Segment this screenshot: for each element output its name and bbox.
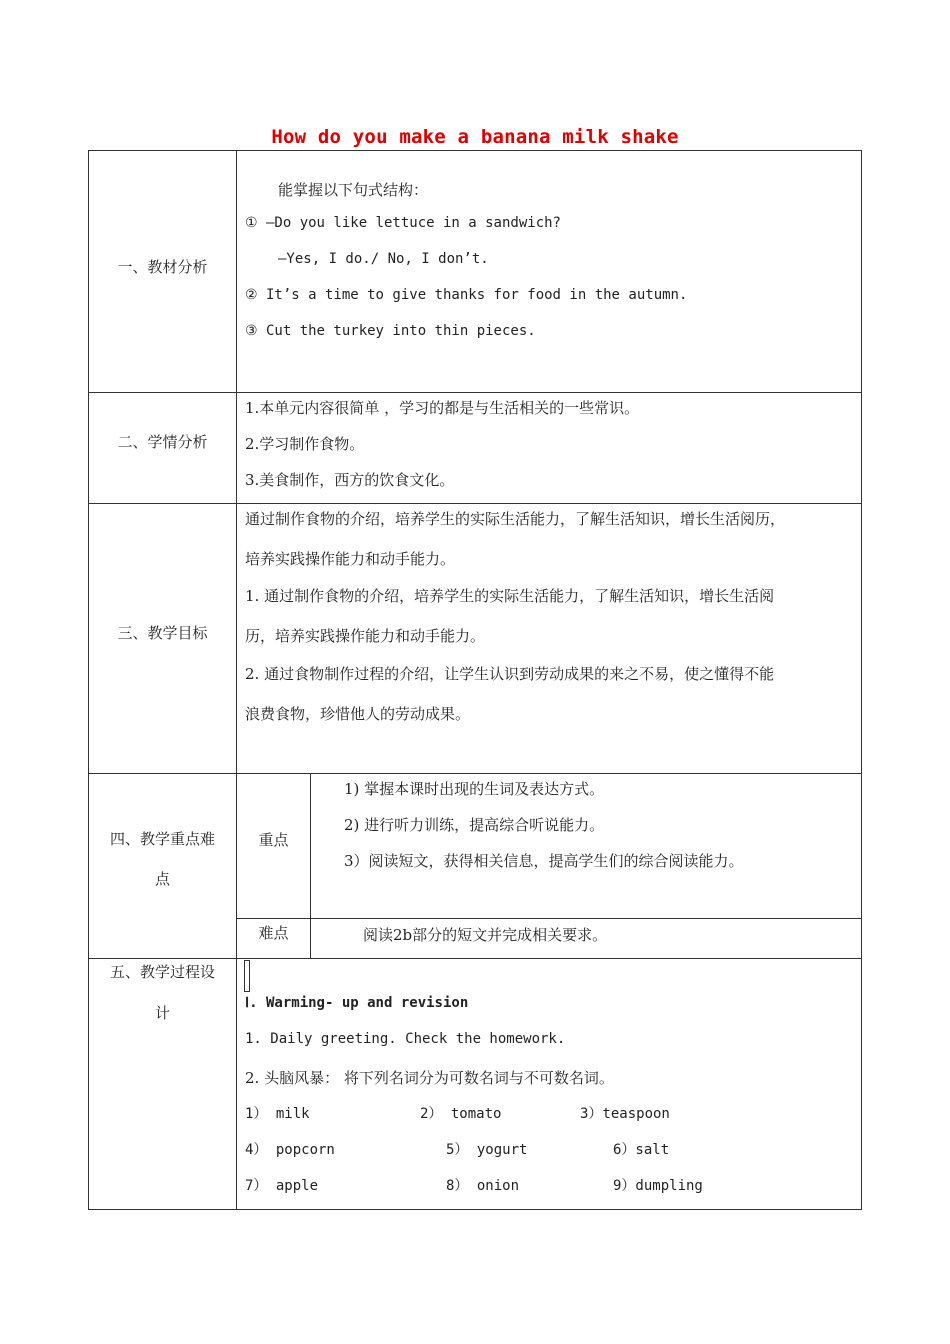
row-divider (88, 773, 862, 774)
section-text: 通过制作食物的介绍，培养学生的实际生活能力，了解生活知识，增长生活阅历， (245, 510, 786, 528)
table-border-top (88, 150, 862, 151)
noun-item: 1） milk (245, 1106, 310, 1122)
row-divider (88, 392, 862, 393)
noun-item: 5） yogurt (446, 1142, 528, 1158)
key-point-item: 2) 进行听力训练，提高综合听说能力。 (344, 816, 605, 834)
column-divider (236, 150, 237, 1210)
section-text: —Yes, I do./ No, I don’t. (278, 251, 489, 267)
sub-column-divider (310, 773, 311, 959)
key-point-item: 3）阅读短文，获得相关信息，提高学生们的综合阅读能力。 (344, 852, 744, 870)
key-point-item: 1) 掌握本课时出现的生词及表达方式。 (344, 780, 605, 798)
section-label-materials: 一、教材分析 (117, 258, 208, 276)
section-label-key-points-cont: 点 (154, 870, 170, 888)
section-label-objectives: 三、教学目标 (117, 624, 208, 642)
section-text: 浪费食物，珍惜他人的劳动成果。 (245, 705, 471, 723)
section-label-learners: 二、学情分析 (117, 433, 208, 451)
section-text: 培养实践操作能力和动手能力。 (245, 550, 456, 568)
section-text: ② It’s a time to give thanks for food in the autumn. (245, 287, 688, 303)
section-text: 3.美食制作，西方的饮食文化。 (245, 471, 455, 489)
noun-item: 4） popcorn (245, 1142, 335, 1158)
section-label-procedure-cont: 计 (154, 1004, 170, 1022)
row-divider (88, 503, 862, 504)
noun-item: 9）dumpling (613, 1178, 703, 1194)
text-cursor-marker (244, 960, 250, 992)
noun-item: 6）salt (613, 1142, 670, 1158)
procedure-heading: Ⅰ. Warming- up and revision (245, 995, 469, 1011)
section-text: 1.本单元内容很简单 ，学习的都是与生活相关的一些常识。 (245, 399, 640, 417)
key-points-label: 重点 (258, 831, 289, 849)
lesson-plan-table (88, 150, 862, 1210)
difficulty-text: 阅读2b部分的短文并完成相关要求。 (363, 926, 608, 944)
noun-item: 2） tomato (420, 1106, 502, 1122)
sub-row-divider (236, 918, 862, 919)
section-label-key-points: 四、教学重点难 (109, 830, 215, 848)
table-border-right (861, 150, 862, 1210)
noun-item: 3）teaspoon (580, 1106, 670, 1122)
table-border-bottom (88, 1209, 862, 1210)
section-text: 能掌握以下句式结构： (278, 181, 429, 199)
noun-item: 7） apple (245, 1178, 319, 1194)
section-text: 2.学习制作食物。 (245, 435, 365, 453)
section-text: 1. 通过制作食物的介绍，培养学生的实际生活能力，了解生活知识，增长生活阅 (245, 587, 775, 605)
procedure-text: 2. 头脑风暴： 将下列名词分为可数名词与不可数名词。 (245, 1069, 614, 1087)
difficulty-label: 难点 (258, 924, 289, 942)
section-text: ③ Cut the turkey into thin pieces. (245, 323, 536, 339)
section-text: 2. 通过食物制作过程的介绍，让学生认识到劳动成果的来之不易，使之懂得不能 (245, 665, 775, 683)
noun-item: 8） onion (446, 1178, 520, 1194)
section-text: ① —Do you like lettuce in a sandwich? (245, 215, 561, 231)
procedure-text: 1. Daily greeting. Check the homework. (245, 1031, 566, 1047)
document-title: How do you make a banana milk shake (271, 126, 679, 148)
table-border-left (88, 150, 89, 1210)
section-text: 历，培养实践操作能力和动手能力。 (245, 627, 486, 645)
section-label-procedure: 五、教学过程设 (109, 963, 215, 981)
